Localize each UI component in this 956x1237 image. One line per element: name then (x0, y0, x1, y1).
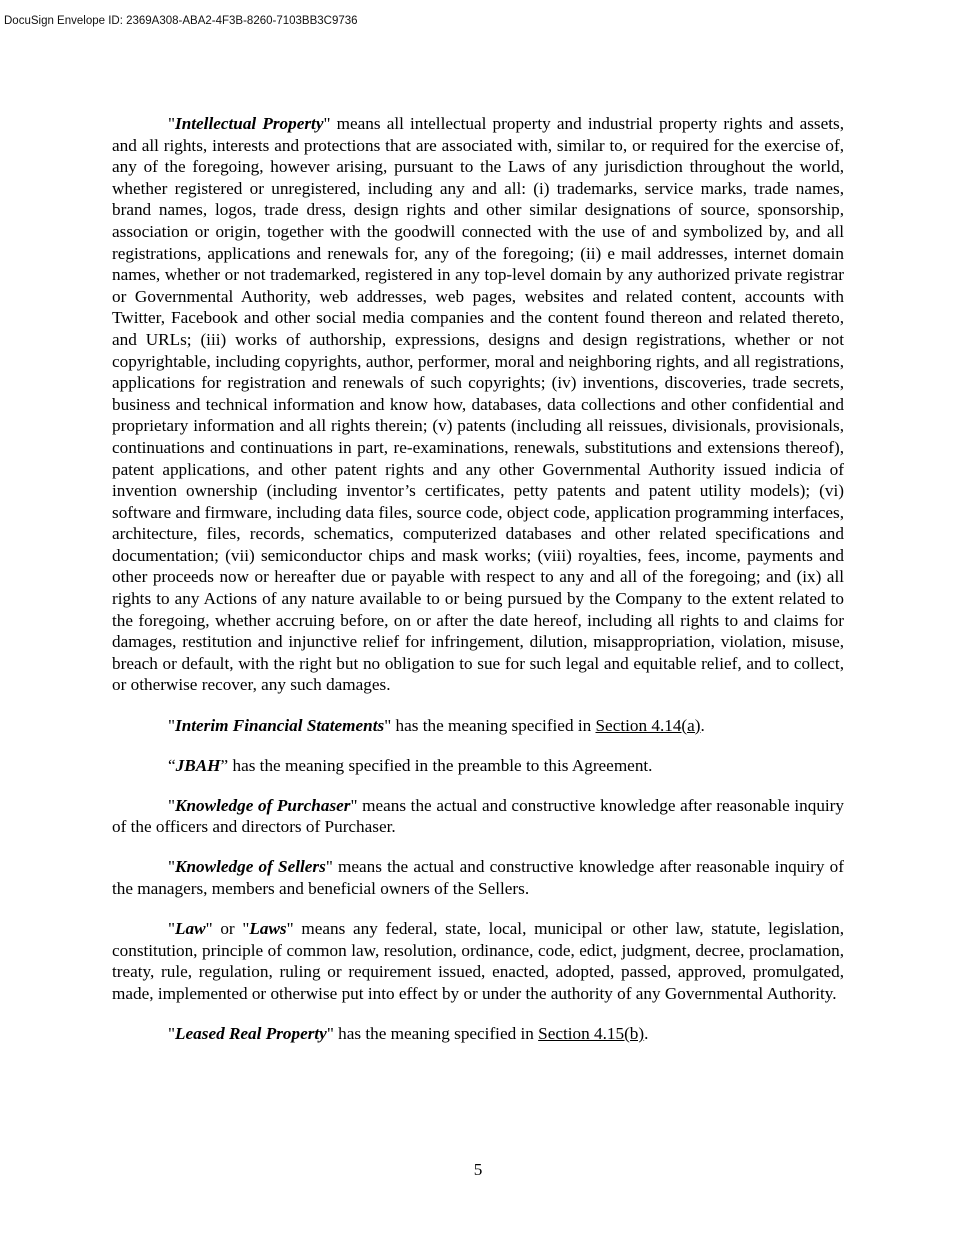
defined-term: Law (175, 919, 206, 939)
definition-text: has the meaning specified in (391, 715, 596, 735)
definition-text: means the actual and constructive knowledge after reasonable inquiry of the officers and directors of Purchaser. (112, 795, 845, 837)
defined-term: Interim Financial Statements (175, 715, 385, 735)
section-reference: Section 4.14(a) (595, 715, 701, 735)
defined-term: Intellectual Property (175, 114, 324, 133)
defined-term: Leased Real Property (175, 1023, 327, 1043)
definition-knowledge-of-sellers: "Knowledge of Sellers" means the actual and constructive knowledge after reasonable inquiry of the managers, members and beneficial owners of the Sellers. (112, 857, 844, 898)
definition-text: means the actual and constructive knowledge after reasonable inquiry of the managers, members and beneficial owners of the Sellers. (112, 857, 844, 898)
definition-text: has the meaning specified in the preamble to this Agreement. (228, 755, 653, 775)
definition-knowledge-of-purchaser: "Knowledge of Purchaser" means the actual and constructive knowledge after reasonable inquiry of the officers and directors of Purchaser. (112, 795, 845, 837)
defined-term: Laws (249, 919, 287, 939)
page-number: 5 (473, 1160, 483, 1179)
defined-term: JBAH (175, 755, 221, 775)
definition-jbah: “JBAH” has the meaning specified in the preamble to this Agreement. (168, 755, 653, 775)
defined-term: Knowledge of Sellers (175, 857, 326, 877)
defined-term: Knowledge of Purchaser (175, 795, 351, 815)
definition-intellectual-property: "Intellectual Property" means all intellectual property and industrial property rights and assets, and all rights, interests and protections that are associated with, similar to, or required for the exercise of, any of the foregoing, however arising, pursuant to the Laws of any jurisdiction throughout the world, whether registered or unregistered, including any and all: (i) trademarks, service marks, trade names, brand names, logos, trade dress, design rights and other similar designations of source, sponsorship, association or origin, together with the goodwill connected with the use of and symbolized by, and all registrations, applications and renewals for, any of the foregoing; (ii) e mail addresses, internet domain names, whether or not trademarked, registered in any top-level domain by any authorized private registrar or Governmental Authority, web addresses, web pages, websites and related content, accounts with Twitter, Facebook and other social media companies and the content found thereon and related thereto, and URLs; (iii) works of authorship, expressions, designs and design registrations, whether or not copyrightable, including copyrights, author, performer, moral and neighboring rights, and all registrations, applications for registration and renewals of such copyrights; (iv) inventions, discoveries, trade secrets, business and technical information and know how, databases, data collections and other confidential and proprietary information and all rights therein; (v) patents (including all reissues, divisionals, provisionals, continuations and continuations in part, re-examinations, renewals, substitutions and extensions thereof), patent applications, and other patent rights and any other Governmental Authority issued indicia of invention ownership (including inventor’s certificates, petty patents and patent utility models); (vi) software and firmware, including data files, source code, object code, application programming interfaces, architecture, files, records, schematics, computerized databases and other related specifications and documentation; (vii) semiconductor chips and mask works; (viii) royalties, fees, income, payments and other proceeds now or hereafter due or payable with respect to any and all of the foregoing; and (ix) all rights to any Actions of any nature available to or being pursued by the Company to the extent related to the foregoing, whether accruing before, on or after the date hereof, including all rights to and claims for damages, restitution and injunctive relief for infringement, dilution, misappropriation, violation, misuse, breach or default, with the right but no obligation to sue for such legal and equitable relief, and to collect, or otherwise recover, any such damages. (112, 114, 844, 695)
definition-text: means any federal, state, local, municipal or other law, statute, legislation, constitution, principle of common law, resolution, ordinance, code, edict, judgment, decree, proclamation, treaty, rule, regulation, ruling or requirement issued, enacted, adopted, passed, approved, promulgated, made, implemented or otherwise put into effect by or under the authority of any Governmental Authority. (112, 919, 845, 1003)
definition-text: means all intellectual property and industrial property rights and assets, and all rights, interests and protections that are associated with, similar to, or required for the exercise of, any of the foregoing, however arising, pursuant to the Laws of any jurisdiction throughout the world, whether registered or unregistered, including any and all: (i) trademarks, service marks, trade names, brand names, logos, trade dress, design rights and other similar designations of source, sponsorship, association or origin, together with the goodwill connected with the use of and symbolized by, and all registrations, applications and renewals for, any of the foregoing; (ii) e mail addresses, internet domain names, whether or not trademarked, registered in any top-level domain by any authorized private registrar or Governmental Authority, web addresses, web pages, websites and related content, accounts with Twitter, Facebook and other social media companies and the content found thereon and related thereto, and URLs; (iii) works of authorship, expressions, designs and design registrations, whether or not copyrightable, including copyrights, author, performer, moral and neighboring rights, and all registrations, applications for registration and renewals of such copyrights; (iv) inventions, discoveries, trade secrets, business and technical information and know how, databases, data collections and other confidential and proprietary information and all rights therein; (v) patents (including all reissues, divisionals, provisionals, continuations and continuations in part, re-examinations, renewals, substitutions and extensions thereof), patent applications, and other patent rights and any other Governmental Authority issued indicia of invention ownership (including inventor’s certificates, petty patents and patent utility models); (vi) software and firmware, including data files, source code, object code, application programming interfaces, architecture, files, records, schematics, computerized databases and other related specifications and documentation; (vii) semiconductor chips and mask works; (viii) royalties, fees, income, payments and other proceeds now or hereafter due or payable with respect to any and all of the foregoing; and (ix) all rights to any Actions of any nature available to or being pursued by the Company to the extent related to the foregoing, whether accruing before, on or after the date hereof, including all rights to and claims for damages, restitution and injunctive relief for infringement, dilution, misappropriation, violation, misuse, breach or default, with the right but no obligation to sue for such legal and equitable relief, and to collect, or otherwise recover, any such damages. (112, 114, 844, 695)
definition-interim-financial-statements: "Interim Financial Statements" has the meaning specified in Section 4.14(a). (168, 715, 705, 735)
definition-law: "Law" or "Laws" means any federal, state, local, municipal or other law, statute, legislation, constitution, principle of common law, resolution, ordinance, code, edict, judgment, decree, proclamation, treaty, rule, regulation, ruling or requirement issued, enacted, adopted, passed, approved, promulgated, made, implemented or otherwise put into effect by or under the authority of any Governmental Authority. (112, 919, 845, 1003)
docusign-envelope-id: DocuSign Envelope ID: 2369A308-ABA2-4F3B-8260-7103BB3C9736 (4, 15, 358, 27)
definition-leased-real-property: "Leased Real Property" has the meaning specified in Section 4.15(b). (168, 1023, 649, 1043)
definition-text: has the meaning specified in (333, 1023, 539, 1043)
section-reference: Section 4.15(b) (538, 1023, 645, 1043)
document-body (112, 113, 844, 1063)
